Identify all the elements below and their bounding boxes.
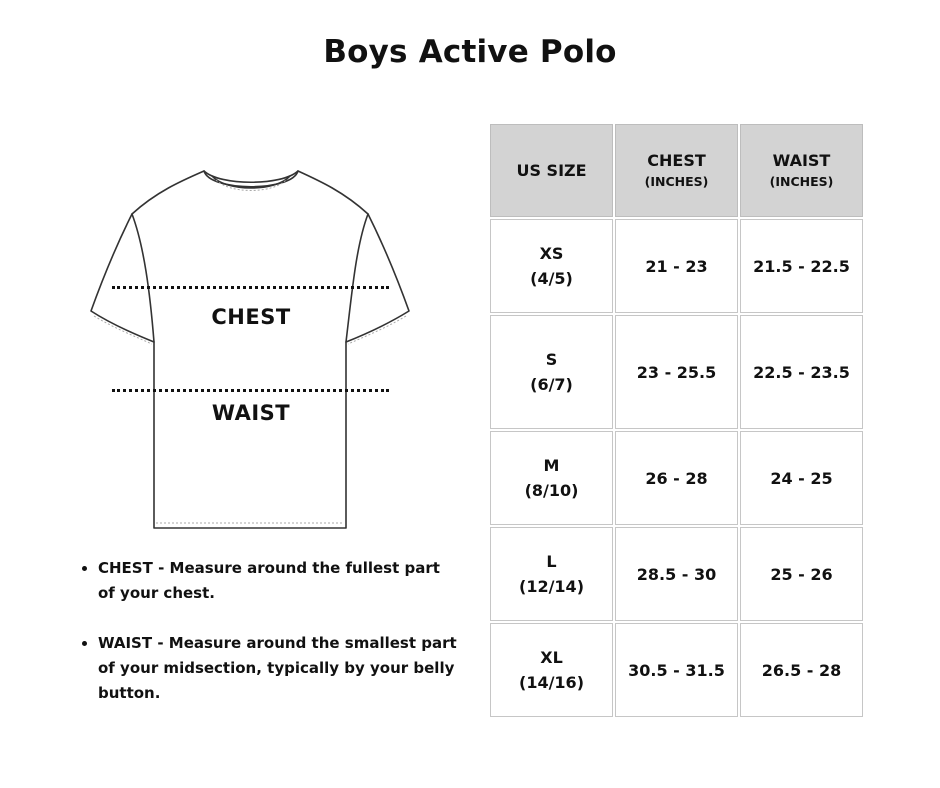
size-code: S (545, 350, 558, 369)
size-code: XS (539, 244, 564, 263)
measurement-notes (80, 556, 458, 731)
page-title: Boys Active Polo (323, 34, 617, 70)
chest-cell: 21 - 23 (615, 219, 738, 313)
chest-cell: 26 - 28 (615, 431, 738, 525)
header-us-size (490, 124, 613, 217)
header-label: CHEST (647, 150, 706, 170)
size-cell (490, 527, 613, 621)
size-code: XL (540, 648, 563, 667)
chest-cell: 23 - 25.5 (615, 315, 738, 429)
header-unit: (INCHES) (769, 173, 834, 189)
size-cell (490, 315, 613, 429)
waist-cell: 21.5 - 22.5 (740, 219, 863, 313)
size-cell (490, 219, 613, 313)
tshirt-diagram-icon (86, 166, 416, 534)
size-code: L (546, 552, 557, 571)
size-age: (12/14) (519, 577, 584, 596)
header-label: WAIST (772, 150, 831, 170)
waist-cell: 26.5 - 28 (740, 623, 863, 717)
header-waist (740, 124, 863, 217)
chest-label: CHEST (211, 305, 291, 329)
waist-label: WAIST (211, 401, 291, 425)
size-code: M (543, 456, 560, 475)
waist-measure-line (112, 389, 389, 392)
header-chest (615, 124, 738, 217)
size-age: (4/5) (530, 269, 573, 288)
size-age: (6/7) (530, 375, 573, 394)
waist-cell: 25 - 26 (740, 527, 863, 621)
waist-cell: 22.5 - 23.5 (740, 315, 863, 429)
size-cell (490, 431, 613, 525)
chest-measure-line (112, 286, 389, 289)
chest-cell: 28.5 - 30 (615, 527, 738, 621)
header-unit: (INCHES) (644, 173, 709, 189)
header-label: US SIZE (516, 160, 587, 180)
waist-note: • WAIST - Measure around the smallest part of your midsection, typically by your belly button. (98, 631, 458, 706)
size-chart-table (490, 124, 863, 717)
chest-cell: 30.5 - 31.5 (615, 623, 738, 717)
size-cell (490, 623, 613, 717)
waist-cell: 24 - 25 (740, 431, 863, 525)
chest-note: • CHEST - Measure around the fullest part of your chest. (98, 556, 458, 606)
size-age: (14/16) (519, 673, 584, 692)
size-age: (8/10) (524, 481, 579, 500)
